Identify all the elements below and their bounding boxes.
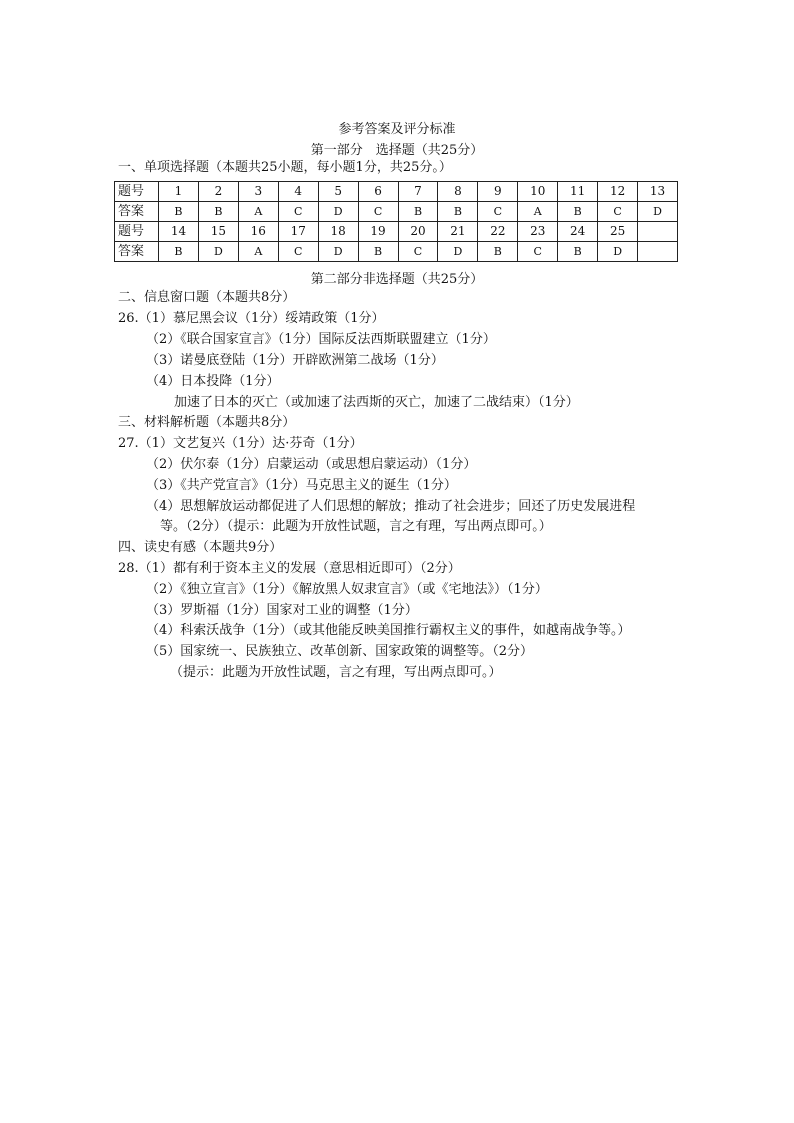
question-number: 21 — [438, 222, 478, 242]
question-number: 10 — [518, 182, 558, 202]
question-number: 7 — [398, 182, 438, 202]
answer-letter: A — [238, 202, 278, 222]
question-number: 18 — [318, 222, 358, 242]
question-number: 1 — [159, 182, 199, 202]
answer-letter: B — [478, 242, 518, 262]
answer-letter: B — [438, 202, 478, 222]
answer-letter: D — [638, 202, 678, 222]
section4-heading: 四、读史有感（本题共9分） — [118, 540, 283, 555]
question-number: 12 — [598, 182, 638, 202]
answer-letter: C — [358, 202, 398, 222]
question-number: 13 — [638, 182, 678, 202]
part2-title: 第二部分非选择题（共25分） — [310, 272, 484, 287]
answer-line-28-1: 28.（1）都有利于资本主义的发展（意思相近即可）（2分） — [118, 561, 461, 576]
question-number: 4 — [278, 182, 318, 202]
table-row — [115, 242, 678, 262]
answer-table — [114, 181, 678, 262]
answer-line-28-3: （3）罗斯福（1分）国家对工业的调整（1分） — [146, 603, 418, 618]
answer-line-28-5: （5）国家统一、民族独立、改革创新、国家政策的调整等。（2分） — [146, 644, 534, 659]
table-row — [115, 222, 678, 242]
row-label-answer: 答案 — [115, 202, 159, 222]
question-number: 17 — [278, 222, 318, 242]
answer-line-27-1: 27.（1）文艺复兴（1分）达·芬奇（1分） — [118, 436, 363, 451]
question-number: 22 — [478, 222, 518, 242]
answer-letter: C — [478, 202, 518, 222]
question-number: 14 — [159, 222, 199, 242]
answer-line-28-hint: （提示：此题为开放性试题，言之有理，写出两点即可。） — [170, 665, 502, 680]
answer-line-27-4: （4）思想解放运动都促进了人们思想的解放；推动了社会进步；回还了历史发展进程 — [146, 499, 636, 514]
answer-letter: D — [198, 242, 238, 262]
row-label-question: 题号 — [115, 222, 159, 242]
table-row — [115, 182, 678, 202]
question-number: 19 — [358, 222, 398, 242]
answer-line-27-3: （3）《共产党宣言》（1分）马克思主义的诞生（1分） — [146, 478, 457, 493]
answer-line-27-4-cont: 等。（2分）（提示：此题为开放性试题，言之有理，写出两点即可。） — [160, 519, 552, 534]
section3-heading: 三、材料解析题（本题共8分） — [118, 415, 296, 430]
question-number: 11 — [558, 182, 598, 202]
answer-line-27-2: （2）伏尔泰（1分）启蒙运动（或思想启蒙运动）（1分） — [146, 457, 477, 472]
answer-letter: C — [518, 242, 558, 262]
answer-letter: D — [318, 242, 358, 262]
empty-cell — [638, 242, 678, 262]
answer-line-26-2: （2）《联合国家宣言》（1分）国际反法西斯联盟建立（1分） — [146, 332, 496, 347]
question-number: 24 — [558, 222, 598, 242]
question-number: 9 — [478, 182, 518, 202]
question-number: 8 — [438, 182, 478, 202]
answer-letter: A — [518, 202, 558, 222]
section1-heading: 一、单项选择题（本题共25小题，每小题1分，共25分。） — [118, 160, 452, 175]
question-number: 20 — [398, 222, 438, 242]
answer-letter: D — [438, 242, 478, 262]
answer-line-28-4: （4）科索沃战争（1分）（或其他能反映美国推行霸权主义的事件，如越南战争等。） — [146, 623, 631, 638]
row-label-answer: 答案 — [115, 242, 159, 262]
answer-line-26-1: 26.（1）慕尼黑会议（1分）绥靖政策（1分） — [118, 311, 385, 326]
question-number: 6 — [358, 182, 398, 202]
answer-line-26-3: （3）诺曼底登陆（1分）开辟欧洲第二战场（1分） — [146, 353, 444, 368]
section2-heading: 二、信息窗口题（本题共8分） — [118, 290, 296, 305]
answer-letter: B — [398, 202, 438, 222]
answer-letter: B — [159, 202, 199, 222]
question-number: 3 — [238, 182, 278, 202]
answer-letter: D — [318, 202, 358, 222]
empty-cell — [638, 222, 678, 242]
answer-letter: C — [598, 202, 638, 222]
answer-letter: B — [558, 242, 598, 262]
answer-letter: D — [598, 242, 638, 262]
question-number: 16 — [238, 222, 278, 242]
question-number: 23 — [518, 222, 558, 242]
answer-letter: B — [198, 202, 238, 222]
row-label-question: 题号 — [115, 182, 159, 202]
question-number: 15 — [198, 222, 238, 242]
answer-letter: C — [278, 202, 318, 222]
document-title: 参考答案及评分标准 — [338, 122, 456, 137]
answer-letter: C — [278, 242, 318, 262]
answer-letter: B — [558, 202, 598, 222]
question-number: 5 — [318, 182, 358, 202]
table-row — [115, 202, 678, 222]
part1-title: 第一部分 选择题（共25分） — [310, 143, 484, 158]
answer-letter: B — [358, 242, 398, 262]
answer-letter: C — [398, 242, 438, 262]
answer-letter: A — [238, 242, 278, 262]
answer-letter: B — [159, 242, 199, 262]
question-number: 2 — [198, 182, 238, 202]
answer-line-26-4-cont: 加速了日本的灭亡（或加速了法西斯的灭亡，加速了二战结束）（1分） — [174, 395, 579, 410]
answer-line-26-4: （4）日本投降（1分） — [146, 374, 280, 389]
question-number: 25 — [598, 222, 638, 242]
answer-line-28-2: （2）《独立宣言》（1分）《解放黑人奴隶宣言》（或《宅地法》）（1分） — [146, 582, 548, 597]
